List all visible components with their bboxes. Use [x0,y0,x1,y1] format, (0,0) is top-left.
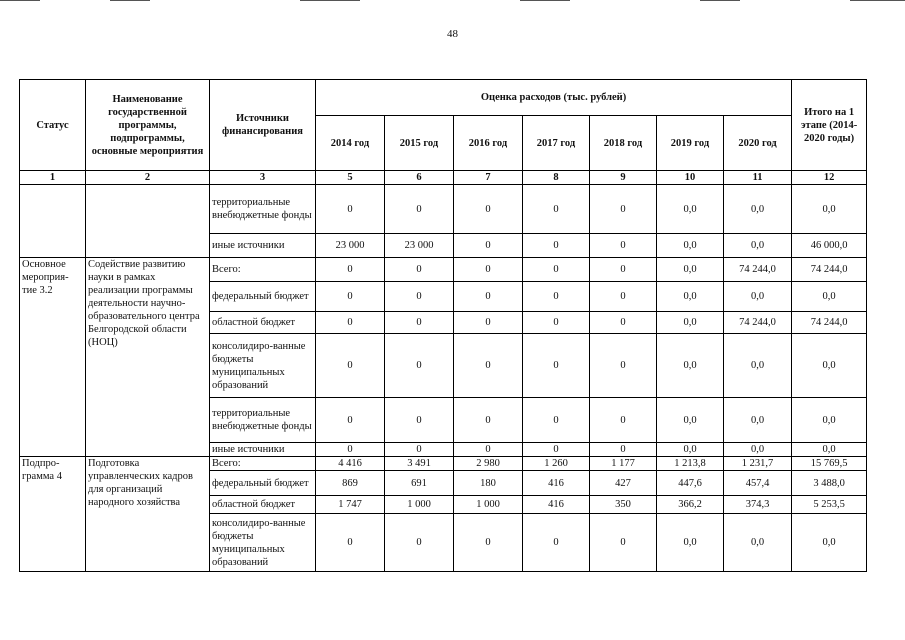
value-cell: 0,0 [724,185,792,234]
column-number: 9 [590,171,657,185]
value-cell: 0 [523,185,590,234]
value-cell: 23 000 [385,234,454,258]
funding-source-cell: Всего: [210,258,316,282]
value-cell: 0 [590,398,657,443]
value-cell: 374,3 [724,496,792,514]
value-cell: 0,0 [657,234,724,258]
value-cell: 447,6 [657,471,724,496]
value-cell: 457,4 [724,471,792,496]
value-cell: 0 [385,312,454,334]
funding-source-cell: федеральный бюджет [210,282,316,312]
header-year: 2015 год [385,116,454,171]
value-cell: 0 [316,514,385,572]
value-cell: 5 253,5 [792,496,867,514]
funding-source-cell: консолидиро-ванные бюджеты муниципальных образований [210,514,316,572]
table-body [20,185,867,572]
funding-source-cell: консолидиро-ванные бюджеты муниципальных образований [210,334,316,398]
header-year: 2017 год [523,116,590,171]
value-cell: 2 980 [454,457,523,471]
value-cell: 0,0 [724,282,792,312]
value-cell: 0 [523,282,590,312]
header-year: 2019 год [657,116,724,171]
column-number: 1 [20,171,86,185]
value-cell: 0 [316,312,385,334]
value-cell: 180 [454,471,523,496]
value-cell: 0 [590,334,657,398]
value-cell: 74 244,0 [792,312,867,334]
value-cell: 869 [316,471,385,496]
funding-source-cell: федеральный бюджет [210,471,316,496]
value-cell: 0 [385,258,454,282]
funding-source-cell: территориальные внебюджетные фонды [210,185,316,234]
value-cell: 0,0 [657,398,724,443]
value-cell: 0,0 [792,185,867,234]
program-name-cell [86,185,210,258]
header-year: 2020 год [724,116,792,171]
value-cell: 74 244,0 [724,312,792,334]
value-cell: 0 [385,334,454,398]
scan-top-edge [0,0,905,2]
value-cell: 0 [385,398,454,443]
value-cell: 0 [385,282,454,312]
value-cell: 416 [523,496,590,514]
value-cell: 1 231,7 [724,457,792,471]
value-cell: 1 260 [523,457,590,471]
header-sources: Источники финансирования [210,80,316,171]
value-cell: 0 [590,443,657,457]
value-cell: 0,0 [724,514,792,572]
value-cell: 0 [454,514,523,572]
program-name-cell: Содействие развитию науки в рамках реализации программы деятельности научно-образовательного центра Белгородской области (НОЦ) [86,258,210,457]
value-cell: 3 491 [385,457,454,471]
value-cell: 0 [316,443,385,457]
value-cell: 0,0 [657,185,724,234]
column-number: 3 [210,171,316,185]
value-cell: 0 [454,282,523,312]
status-cell: Основное мероприя-тие 3.2 [20,258,86,457]
value-cell: 74 244,0 [792,258,867,282]
value-cell: 0 [523,234,590,258]
value-cell: 0 [316,258,385,282]
value-cell: 350 [590,496,657,514]
value-cell: 0 [316,334,385,398]
funding-source-cell: областной бюджет [210,312,316,334]
value-cell: 0 [316,282,385,312]
value-cell: 15 769,5 [792,457,867,471]
header-status: Статус [20,80,86,171]
budget-table [19,79,867,572]
value-cell: 0 [454,443,523,457]
header-year: 2014 год [316,116,385,171]
value-cell: 1 177 [590,457,657,471]
value-cell: 0,0 [792,334,867,398]
table-row [20,457,867,471]
value-cell: 0,0 [657,514,724,572]
table-row [20,258,867,282]
funding-source-cell: областной бюджет [210,496,316,514]
value-cell: 0 [590,258,657,282]
value-cell: 0 [590,312,657,334]
value-cell: 3 488,0 [792,471,867,496]
value-cell: 1 213,8 [657,457,724,471]
value-cell: 0,0 [792,443,867,457]
value-cell: 0,0 [657,312,724,334]
value-cell: 74 244,0 [724,258,792,282]
header-year: 2016 год [454,116,523,171]
value-cell: 0 [316,185,385,234]
value-cell: 0 [454,398,523,443]
value-cell: 0 [454,312,523,334]
value-cell: 0,0 [792,282,867,312]
value-cell: 0 [523,514,590,572]
value-cell: 0,0 [792,514,867,572]
value-cell: 427 [590,471,657,496]
table-row [20,185,867,234]
value-cell: 0,0 [724,443,792,457]
column-number: 7 [454,171,523,185]
header-total: Итого на 1 этапе (2014-2020 годы) [792,80,867,171]
value-cell: 366,2 [657,496,724,514]
value-cell: 0,0 [657,258,724,282]
column-number: 2 [86,171,210,185]
column-number: 11 [724,171,792,185]
status-cell [20,185,86,258]
value-cell: 0 [454,258,523,282]
value-cell: 0 [590,282,657,312]
value-cell: 0 [385,185,454,234]
value-cell: 0 [523,334,590,398]
funding-source-cell: территориальные внебюджетные фонды [210,398,316,443]
page-number: 48 [447,28,458,40]
value-cell: 416 [523,471,590,496]
value-cell: 1 000 [385,496,454,514]
value-cell: 0 [523,398,590,443]
value-cell: 0 [454,185,523,234]
value-cell: 0 [454,234,523,258]
value-cell: 0,0 [657,334,724,398]
value-cell: 0 [590,514,657,572]
header-name: Наименование государственной программы, подпрограммы, основные мероприятия [86,80,210,171]
value-cell: 1 747 [316,496,385,514]
value-cell: 0 [523,443,590,457]
value-cell: 0,0 [792,398,867,443]
value-cell: 0 [454,334,523,398]
funding-source-cell: Всего: [210,457,316,471]
value-cell: 4 416 [316,457,385,471]
column-number: 5 [316,171,385,185]
program-name-cell: Подготовка управленческих кадров для организаций народного хозяйства [86,457,210,572]
value-cell: 46 000,0 [792,234,867,258]
value-cell: 0 [590,185,657,234]
value-cell: 0,0 [657,282,724,312]
value-cell: 0 [590,234,657,258]
column-number: 12 [792,171,867,185]
value-cell: 1 000 [454,496,523,514]
value-cell: 0 [523,312,590,334]
header-year: 2018 год [590,116,657,171]
value-cell: 0,0 [724,334,792,398]
value-cell: 0 [523,258,590,282]
header-estimate: Оценка расходов (тыс. рублей) [316,80,792,116]
value-cell: 0,0 [657,443,724,457]
column-number: 10 [657,171,724,185]
value-cell: 23 000 [316,234,385,258]
value-cell: 0,0 [724,234,792,258]
value-cell: 0 [316,398,385,443]
value-cell: 0 [385,443,454,457]
column-number: 8 [523,171,590,185]
funding-source-cell: иные источники [210,443,316,457]
status-cell: Подпро-грамма 4 [20,457,86,572]
value-cell: 691 [385,471,454,496]
funding-source-cell: иные источники [210,234,316,258]
column-number: 6 [385,171,454,185]
value-cell: 0,0 [724,398,792,443]
value-cell: 0 [385,514,454,572]
